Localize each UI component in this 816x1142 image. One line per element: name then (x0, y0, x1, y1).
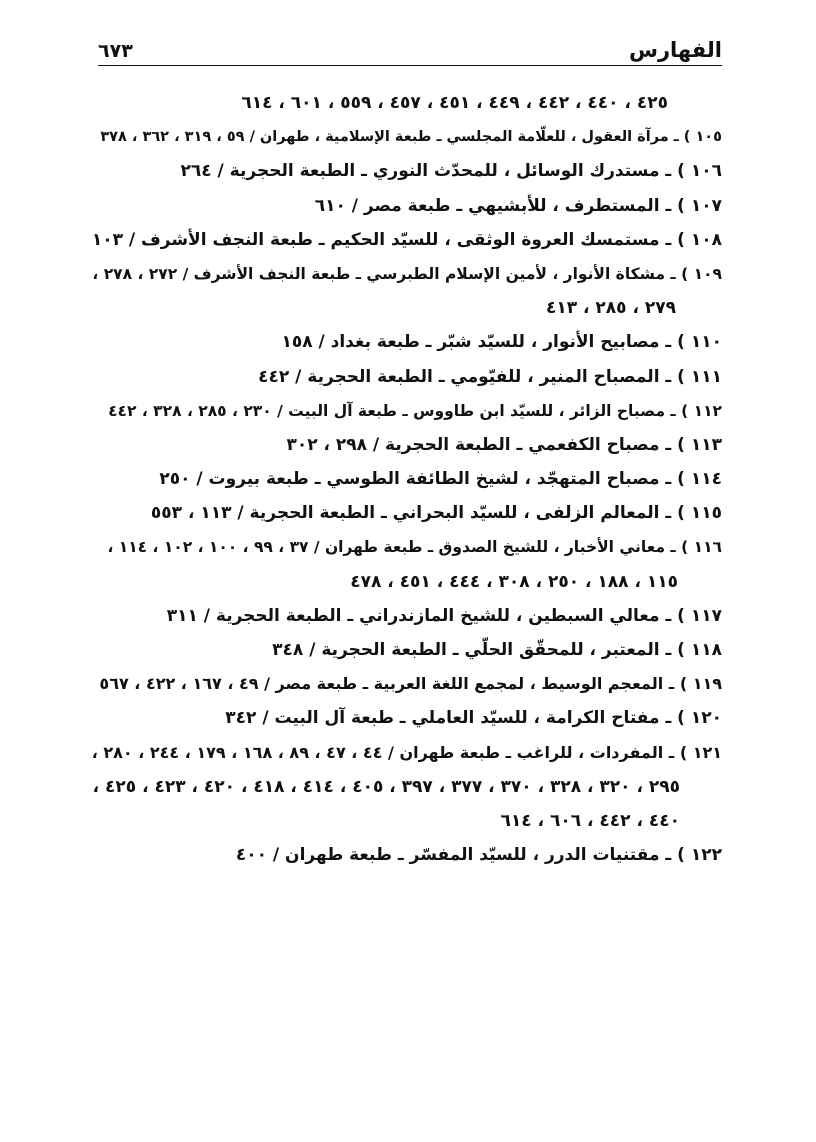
index-entry: ١٠٨ ) ـ مستمسك العروة الوثقى ، للسيّد الحكيم ـ طبعة النجف الأشرف / ١٠٣ (92, 229, 722, 250)
index-entry: ١٢٠ ) ـ مفتاح الكرامة ، للسيّد العاملي ـ طبعة آل البيت / ٣٤٢ (225, 708, 722, 729)
index-entry: ١١٧ ) ـ معالي السبطين ، للشيخ المازندراني ـ الطبعة الحجرية / ٣١١ (166, 605, 722, 626)
index-entry: ١١١ ) ـ المصباح المنير ، للفيّومي ـ الطبعة الحجرية / ٤٤٢ (258, 366, 722, 387)
index-entry: ١٢٢ ) ـ مقتنيات الدرر ، للسيّد المفسّر ـ طبعة طهران / ٤٠٠ (235, 845, 722, 866)
index-entry: ١١٣ ) ـ مصباح الكفعمي ـ الطبعة الحجرية / ٢٩٨ ، ٣٠٢ (286, 434, 722, 455)
page-header (98, 28, 722, 66)
index-line: ٢٩٥ ، ٣٢٠ ، ٣٢٨ ، ٣٧٠ ، ٣٧٧ ، ٣٩٧ ، ٤٠٥ ، ٤١٤ ، ٤١٨ ، ٤٢٠ ، ٤٢٣ ، ٤٢٥ ، (92, 776, 680, 797)
index-entry: ١١٨ ) ـ المعتبر ، للمحقّق الحلّي ـ الطبعة الحجرية / ٣٤٨ (272, 640, 722, 660)
index-entry: ١١٠ ) ـ مصابيح الأنوار ، للسيّد شبّر ـ طبعة بغداد / ١٥٨ (281, 332, 722, 353)
index-entry: ١١٢ ) ـ مصباح الزائر ، للسيّد ابن طاووس ـ طبعة آل البيت / ٢٣٠ ، ٢٨٥ ، ٣٢٨ ، ٤٤٢ (108, 401, 722, 420)
running-title: الفهارس (628, 38, 722, 62)
index-line: ٤٤٠ ، ٤٤٢ ، ٦٠٦ ، ٦١٤ (500, 810, 680, 831)
index-entry: ١٠٦ ) ـ مستدرك الوسائل ، للمحدّث النوري ـ الطبعة الحجرية / ٢٦٤ (180, 161, 722, 182)
index-line: ١١٥ ، ١٨٨ ، ٢٥٠ ، ٣٠٨ ، ٤٤٤ ، ٤٥١ ، ٤٧٨ (350, 571, 678, 592)
index-entry: ١٠٩ ) ـ مشكاة الأنوار ، لأمين الإسلام الطبرسي ـ طبعة النجف الأشرف / ٢٧٢ ، ٢٧٨ ، (92, 264, 722, 283)
index-entry: ١٢١ ) ـ المفردات ، للراغب ـ طبعة طهران / ٤٤ ، ٤٧ ، ٨٩ ، ١٦٨ ، ١٧٩ ، ٢٤٤ ، ٢٨٠ ، (92, 742, 722, 762)
index-entry: ١١٥ ) ـ المعالم الزلفى ، للسيّد البحراني ـ الطبعة الحجرية / ١١٣ ، ٥٥٣ (150, 503, 722, 524)
index-line: ٤٢٥ ، ٤٤٠ ، ٤٤٢ ، ٤٤٩ ، ٤٥١ ، ٤٥٧ ، ٥٥٩ ، ٦٠١ ، ٦١٤ (241, 93, 668, 113)
index-entry: ١١٦ ) ـ معاني الأخبار ، للشيخ الصدوق ـ طبعة طهران / ٣٧ ، ٩٩ ، ١٠٠ ، ١٠٢ ، ١١٤ ، (107, 538, 722, 557)
index-entry: ١١٩ ) ـ المعجم الوسيط ، لمجمع اللغة العربية ـ طبعة مصر / ٤٩ ، ١٦٧ ، ٤٢٢ ، ٥٦٧ (99, 674, 722, 694)
index-line: ٢٧٩ ، ٢٨٥ ، ٤١٣ (545, 298, 676, 319)
page-number: ٦٧٣ (98, 40, 133, 62)
index-entry: ١٠٥ ) ـ مرآة العقول ، للعلّامة المجلسي ـ طبعة الإسلامية ، طهران / ٥٩ ، ٣١٩ ، ٣٦٢ ، ٣٧٨ (100, 129, 722, 146)
index-entry: ١٠٧ ) ـ المستطرف ، للأبشيهي ـ طبعة مصر / ٦١٠ (314, 195, 722, 216)
index-entries (92, 86, 722, 872)
index-entry: ١١٤ ) ـ مصباح المتهجّد ، لشيخ الطائفة الطوسي ـ طبعة بيروت / ٢٥٠ (159, 469, 722, 490)
